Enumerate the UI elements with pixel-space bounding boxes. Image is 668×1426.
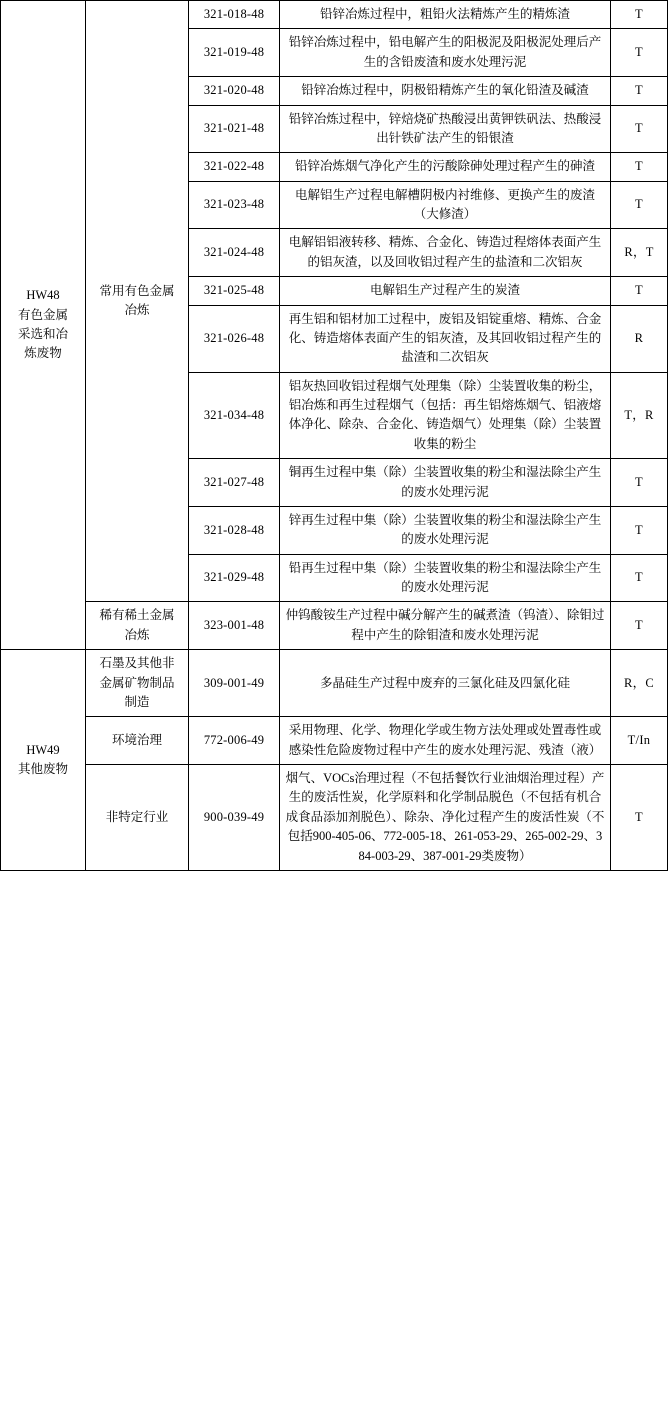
waste-characteristic: T <box>611 506 668 554</box>
waste-characteristic: T <box>611 765 668 871</box>
waste-description: 铅锌冶炼烟气净化产生的污酸除砷处理过程产生的砷渣 <box>280 153 611 181</box>
industry-cell-non-specific-industry <box>86 765 189 871</box>
industry-label-line: 稀有稀土金属 <box>99 608 175 623</box>
category-cell-hw48 <box>1 1 86 650</box>
waste-code: 321-027-48 <box>189 459 280 507</box>
waste-code: 321-034-48 <box>189 372 280 459</box>
waste-characteristic: R，C <box>611 650 668 717</box>
waste-characteristic: T <box>611 459 668 507</box>
category-label-line: 有色金属 <box>17 307 68 322</box>
industry-label-line: 常用有色金属 <box>99 283 175 298</box>
industry-label-line: 环境治理 <box>111 732 162 747</box>
industry-label-line: 石墨及其他非 <box>99 656 175 671</box>
waste-description: 再生铝和铝材加工过程中，废铝及铝锭重熔、精炼、合金化、铸造熔体表面产生的铝灰渣，及其回收铝过程产生的盐渣和二次铝灰 <box>280 305 611 372</box>
waste-description: 铅锌冶炼过程中，铅电解产生的阳极泥及阳极泥处理后产生的含铅废渣和废水处理污泥 <box>280 29 611 77</box>
category-label-line: 炼废物 <box>24 346 62 361</box>
waste-characteristic: T <box>611 105 668 153</box>
category-label-line: HW49 <box>26 742 60 757</box>
table-row <box>1 765 668 871</box>
table-body <box>1 1 668 871</box>
waste-code: 321-021-48 <box>189 105 280 153</box>
waste-code: 321-026-48 <box>189 305 280 372</box>
waste-characteristic: R <box>611 305 668 372</box>
waste-code: 321-023-48 <box>189 181 280 229</box>
waste-characteristic: T，R <box>611 372 668 459</box>
industry-cell-environment-governance <box>86 717 189 765</box>
industry-cell-graphite-nonmetal-mineral <box>86 650 189 717</box>
waste-code: 321-018-48 <box>189 1 280 29</box>
industry-label-line: 冶炼 <box>124 303 150 318</box>
waste-description: 铅锌冶炼过程中，粗铅火法精炼产生的精炼渣 <box>280 1 611 29</box>
waste-code: 772-006-49 <box>189 717 280 765</box>
waste-code: 321-024-48 <box>189 229 280 277</box>
category-label-line: HW48 <box>26 288 60 303</box>
category-label-line: 采选和冶 <box>17 327 68 342</box>
waste-code: 321-022-48 <box>189 153 280 181</box>
industry-cell-rare-earth-smelting <box>86 602 189 650</box>
waste-characteristic: T <box>611 181 668 229</box>
industry-label-line: 非特定行业 <box>105 809 169 824</box>
category-label-line: 其他废物 <box>17 762 68 776</box>
industry-label-line: 金属矿物制品 <box>99 675 175 690</box>
waste-characteristic: T/In <box>611 717 668 765</box>
waste-characteristic: T <box>611 77 668 105</box>
waste-code: 323-001-48 <box>189 602 280 650</box>
waste-description: 铅锌冶炼过程中，阴极铅精炼产生的氧化铅渣及碱渣 <box>280 77 611 105</box>
waste-code: 321-028-48 <box>189 506 280 554</box>
waste-characteristic: T <box>611 277 668 305</box>
waste-description: 电解铝生产过程电解槽阴极内衬维修、更换产生的废渣（大修渣） <box>280 181 611 229</box>
industry-cell-common-nonferrous-smelting <box>86 1 189 602</box>
waste-description: 仲钨酸铵生产过程中碱分解产生的碱煮渣（钨渣）、除钼过程中产生的除钼渣和废水处理污泥 <box>280 602 611 650</box>
table-row <box>1 1 668 29</box>
waste-characteristic: T <box>611 554 668 602</box>
waste-code: 321-020-48 <box>189 77 280 105</box>
waste-description: 电解铝生产过程产生的炭渣 <box>280 277 611 305</box>
waste-code: 321-019-48 <box>189 29 280 77</box>
industry-label-line: 制造 <box>124 694 150 709</box>
waste-description: 采用物理、化学、物理化学或生物方法处理或处置毒性或感染性危险废物过程中产生的废水处理污泥、残渣（液） <box>280 717 611 765</box>
waste-description: 多晶硅生产过程中废弃的三氯化硅及四氯化硅 <box>280 650 611 717</box>
waste-description: 烟气、VOCs治理过程（不包括餐饮行业油烟治理过程）产生的废活性炭，化学原料和化学制品脱色（不包括有机合成食品添加剂脱色）、除杂、净化过程产生的废活性炭（不包括900-405-06、772-005-18、261-053-29、265-002-29、384-003-29、387-001-29类废物） <box>280 765 611 871</box>
waste-description: 铅再生过程中集（除）尘装置收集的粉尘和湿法除尘产生的废水处理污泥 <box>280 554 611 602</box>
waste-characteristic: T <box>611 153 668 181</box>
waste-description: 铅锌冶炼过程中，锌焙烧矿热酸浸出黄钾铁矾法、热酸浸出针铁矿法产生的铅银渣 <box>280 105 611 153</box>
waste-description: 电解铝铝液转移、精炼、合金化、铸造过程熔体表面产生的铝灰渣，以及回收铝过程产生的盐渣和二次铝灰 <box>280 229 611 277</box>
waste-description: 铜再生过程中集（除）尘装置收集的粉尘和湿法除尘产生的废水处理污泥 <box>280 459 611 507</box>
table-row <box>1 717 668 765</box>
waste-characteristic: T <box>611 29 668 77</box>
waste-code: 900-039-49 <box>189 765 280 871</box>
waste-description: 铝灰热回收铝过程烟气处理集（除）尘装置收集的粉尘，铝冶炼和再生过程烟气（包括：再生铝熔炼烟气、铝液熔体净化、除杂、合金化、铸造烟气）处理集（除）尘装置收集的粉尘 <box>280 372 611 459</box>
category-cell-hw49 <box>1 650 86 871</box>
waste-code: 309-001-49 <box>189 650 280 717</box>
waste-characteristic: T <box>611 602 668 650</box>
table-row <box>1 650 668 717</box>
industry-label-line: 冶炼 <box>124 627 150 642</box>
waste-description: 锌再生过程中集（除）尘装置收集的粉尘和湿法除尘产生的废水处理污泥 <box>280 506 611 554</box>
waste-code: 321-029-48 <box>189 554 280 602</box>
waste-characteristic: R，T <box>611 229 668 277</box>
waste-characteristic: T <box>611 1 668 29</box>
table-row <box>1 602 668 650</box>
waste-code: 321-025-48 <box>189 277 280 305</box>
